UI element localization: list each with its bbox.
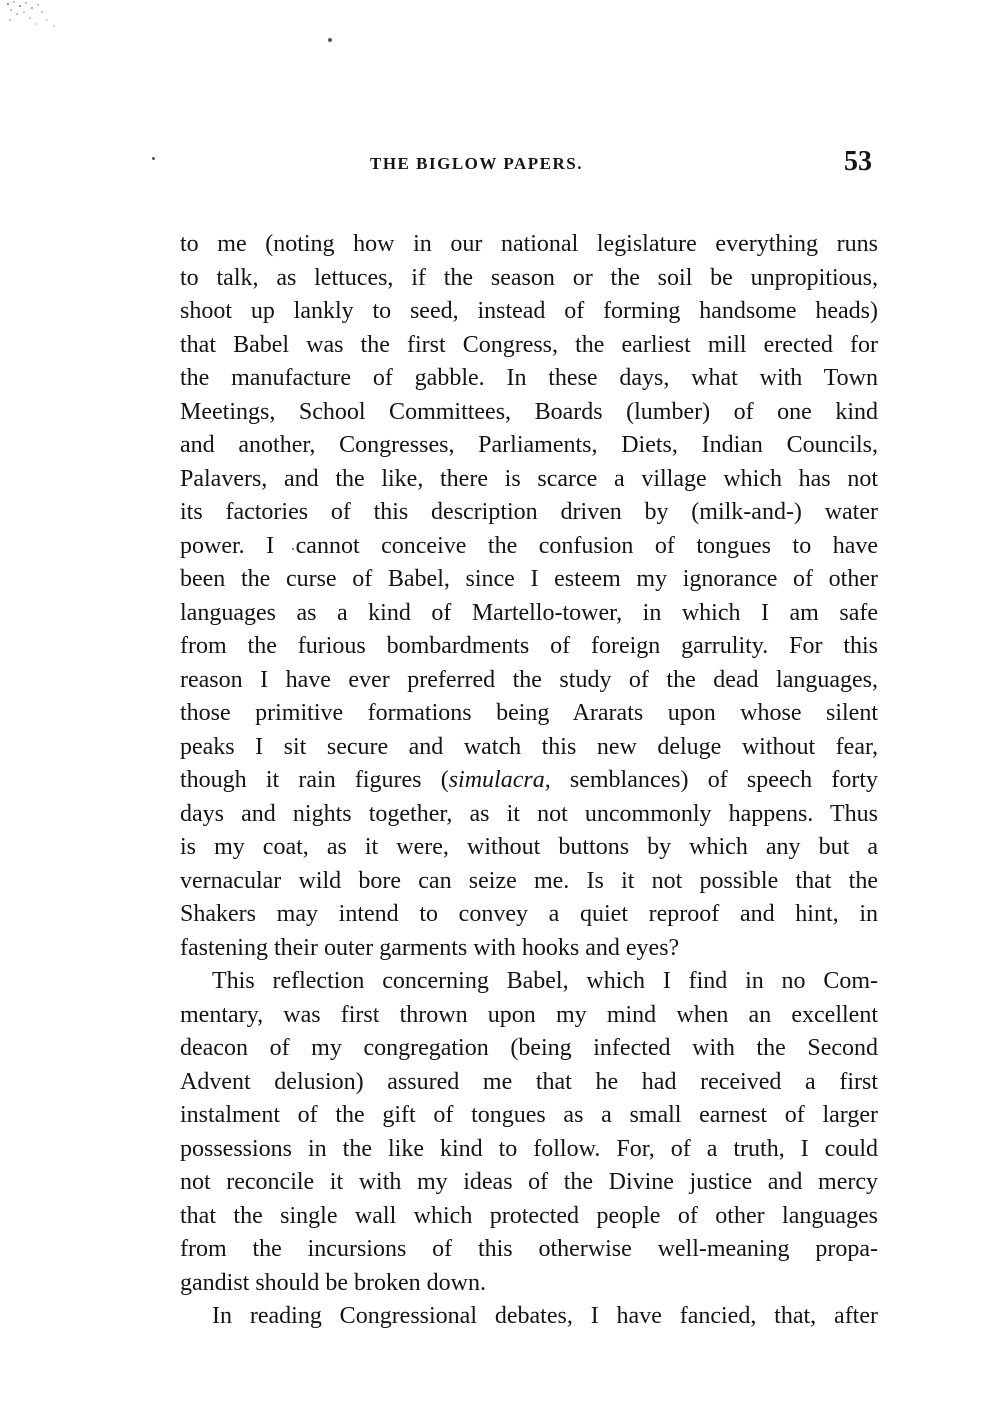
text-line: is my coat, as it were, without buttons by which any but a: [180, 834, 878, 860]
text-line: power. I cannot conceive the confusion of tongues to have: [180, 532, 878, 559]
text-line: mentary, was first thrown upon my mind when an excellent: [180, 1001, 878, 1028]
scan-speck: [152, 157, 155, 160]
page-number: 53: [844, 146, 872, 177]
text-line: fastening their outer garments with hooks and eyes?: [180, 934, 680, 961]
text-line: to talk, as lettuces, if the season or the soil be unpropitious,: [180, 264, 878, 291]
text-line: days and nights together, as it not uncommonly happens. Thus: [180, 800, 878, 827]
text-line: that the single wall which protected people of other languages: [180, 1202, 878, 1229]
text-line: deacon of my congregation (being infected with the Second: [180, 1035, 878, 1061]
text-line: to me (noting how in our national legislature everything runs: [180, 231, 878, 257]
text-line: shoot up lankly to seed, instead of forming handsome heads): [180, 298, 878, 324]
scan-noise-speckle: [2, 0, 72, 40]
running-title: THE BIGLOW PAPERS.: [370, 154, 583, 173]
text-line: peaks I sit secure and watch this new deluge without fear,: [180, 733, 878, 760]
text-line: reason I have ever preferred the study of the dead languages,: [180, 666, 878, 693]
text-line: possessions in the like kind to follow. For, of a truth, I could: [180, 1135, 878, 1162]
italic-word: simulacra,: [448, 767, 551, 793]
text-line: not reconcile it with my ideas of the Divine justice and mercy: [180, 1169, 878, 1195]
text-line: instalment of the gift of tongues as a small earnest of larger: [180, 1102, 878, 1128]
text-line: been the curse of Babel, since I esteem my ignorance of other: [180, 566, 878, 592]
body-text: [180, 228, 878, 1334]
text-line: Palavers, and the like, there is scarce a village which has not: [180, 465, 878, 492]
text-line: Advent delusion) assured me that he had received a first: [180, 1068, 878, 1095]
text-line: though it rain figures (simulacra, semblances) of speech forty: [180, 767, 879, 793]
text-line: its factories of this description driven by (milk-and-) water: [180, 499, 878, 525]
paragraph-3: [180, 1300, 878, 1334]
text-line: those primitive formations being Ararats upon whose silent: [180, 700, 878, 726]
paragraph-1: [180, 228, 878, 965]
text-line: the manufacture of gabble. In these days, what with Town: [180, 365, 878, 391]
running-header: [180, 146, 880, 180]
text-line: from the incursions of this otherwise well-meaning propa-: [180, 1236, 878, 1262]
text-line: In reading Congressional debates, I have fancied, that, after: [212, 1303, 878, 1329]
paragraph-2: [180, 965, 878, 1300]
text-line: that Babel was the first Congress, the earliest mill erected for: [180, 331, 878, 358]
text-line: languages as a kind of Martello-tower, in which I am safe: [180, 599, 878, 626]
text-line: and another, Congresses, Parliaments, Diets, Indian Councils,: [180, 432, 878, 458]
scan-speck: [328, 38, 332, 42]
text-line: vernacular wild bore can seize me. Is it not possible that the: [180, 867, 878, 894]
text-line: gandist should be broken down.: [180, 1269, 486, 1296]
text-line: Shakers may intend to convey a quiet reproof and hint, in: [180, 901, 878, 927]
text-line: Meetings, School Committees, Boards (lumber) of one kind: [180, 398, 878, 425]
text-line: This reflection concerning Babel, which I find in no Com-: [212, 968, 878, 994]
text-line: from the furious bombardments of foreign garrulity. For this: [180, 633, 878, 659]
